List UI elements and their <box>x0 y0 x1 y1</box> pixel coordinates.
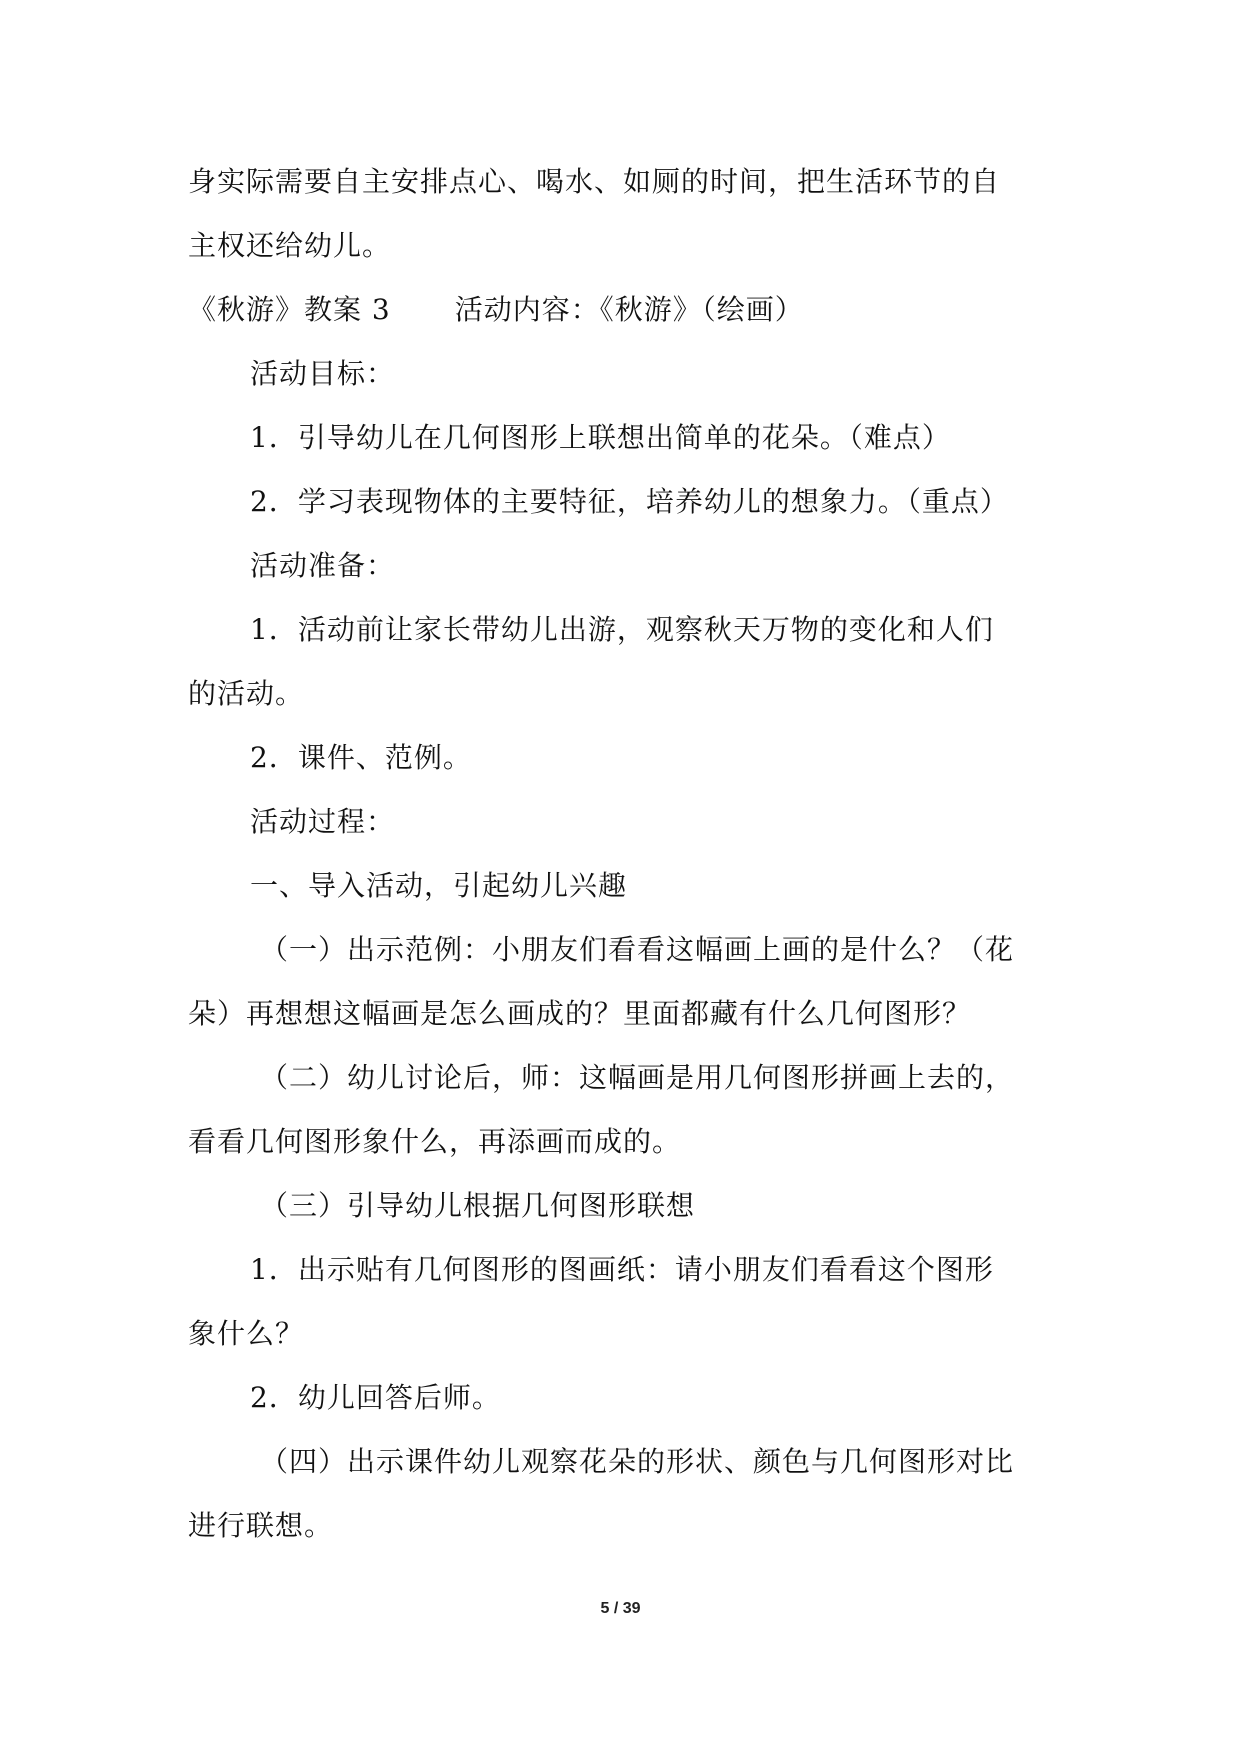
paragraph-line: 一、导入活动，引起幼儿兴趣 <box>250 869 628 902</box>
paragraph-line: 的活动。 <box>188 677 305 710</box>
paragraph-line: 1．出示贴有几何图形的图画纸：请小朋友们看看这个图形 <box>250 1253 994 1286</box>
page-number: 5 / 39 <box>600 1600 641 1617</box>
paragraph-line: 主权还给幼儿。 <box>188 229 392 262</box>
paragraph-line: 2．幼儿回答后师。 <box>250 1381 501 1414</box>
paragraph-line: 象什么？ <box>188 1317 305 1350</box>
heading-content: 活动内容：《秋游》（绘画） <box>454 293 804 326</box>
paragraph-line: 2．学习表现物体的主要特征，培养幼儿的想象力。（重点） <box>250 485 1009 518</box>
paragraph-line: 1．引导幼儿在几何图形上联想出简单的花朵。（难点） <box>250 421 951 454</box>
paragraph-line: （四）出示课件幼儿观察花朵的形状、颜色与几何图形对比 <box>260 1445 1015 1478</box>
paragraph-line: 朵）再想想这幅画是怎么画成的？里面都藏有什么几何图形？ <box>188 997 972 1030</box>
heading-title: 《秋游》教案 3 <box>188 293 391 326</box>
paragraph-line: 活动目标： <box>250 357 396 390</box>
paragraph-line: （一）出示范例：小朋友们看看这幅画上画的是什么？（花 <box>260 933 1015 966</box>
paragraph-line: 进行联想。 <box>188 1509 334 1542</box>
section-heading <box>188 278 1058 342</box>
paragraph-line: 身实际需要自主安排点心、喝水、如厕的时间，把生活环节的自 <box>188 165 1001 198</box>
paragraph-line: 活动准备： <box>250 549 396 582</box>
paragraph-line: （三）引导幼儿根据几何图形联想 <box>260 1189 696 1222</box>
paragraph-line: 看看几何图形象什么，再添画而成的。 <box>188 1125 682 1158</box>
paragraph-line: 活动过程： <box>250 805 396 838</box>
document-body <box>188 150 1058 1558</box>
paragraph-line: 2．课件、范例。 <box>250 741 472 774</box>
paragraph-line: 1．活动前让家长带幼儿出游，观察秋天万物的变化和人们 <box>250 613 994 646</box>
paragraph-line: （二）幼儿讨论后，师：这幅画是用几何图形拼画上去的， <box>260 1061 1015 1094</box>
